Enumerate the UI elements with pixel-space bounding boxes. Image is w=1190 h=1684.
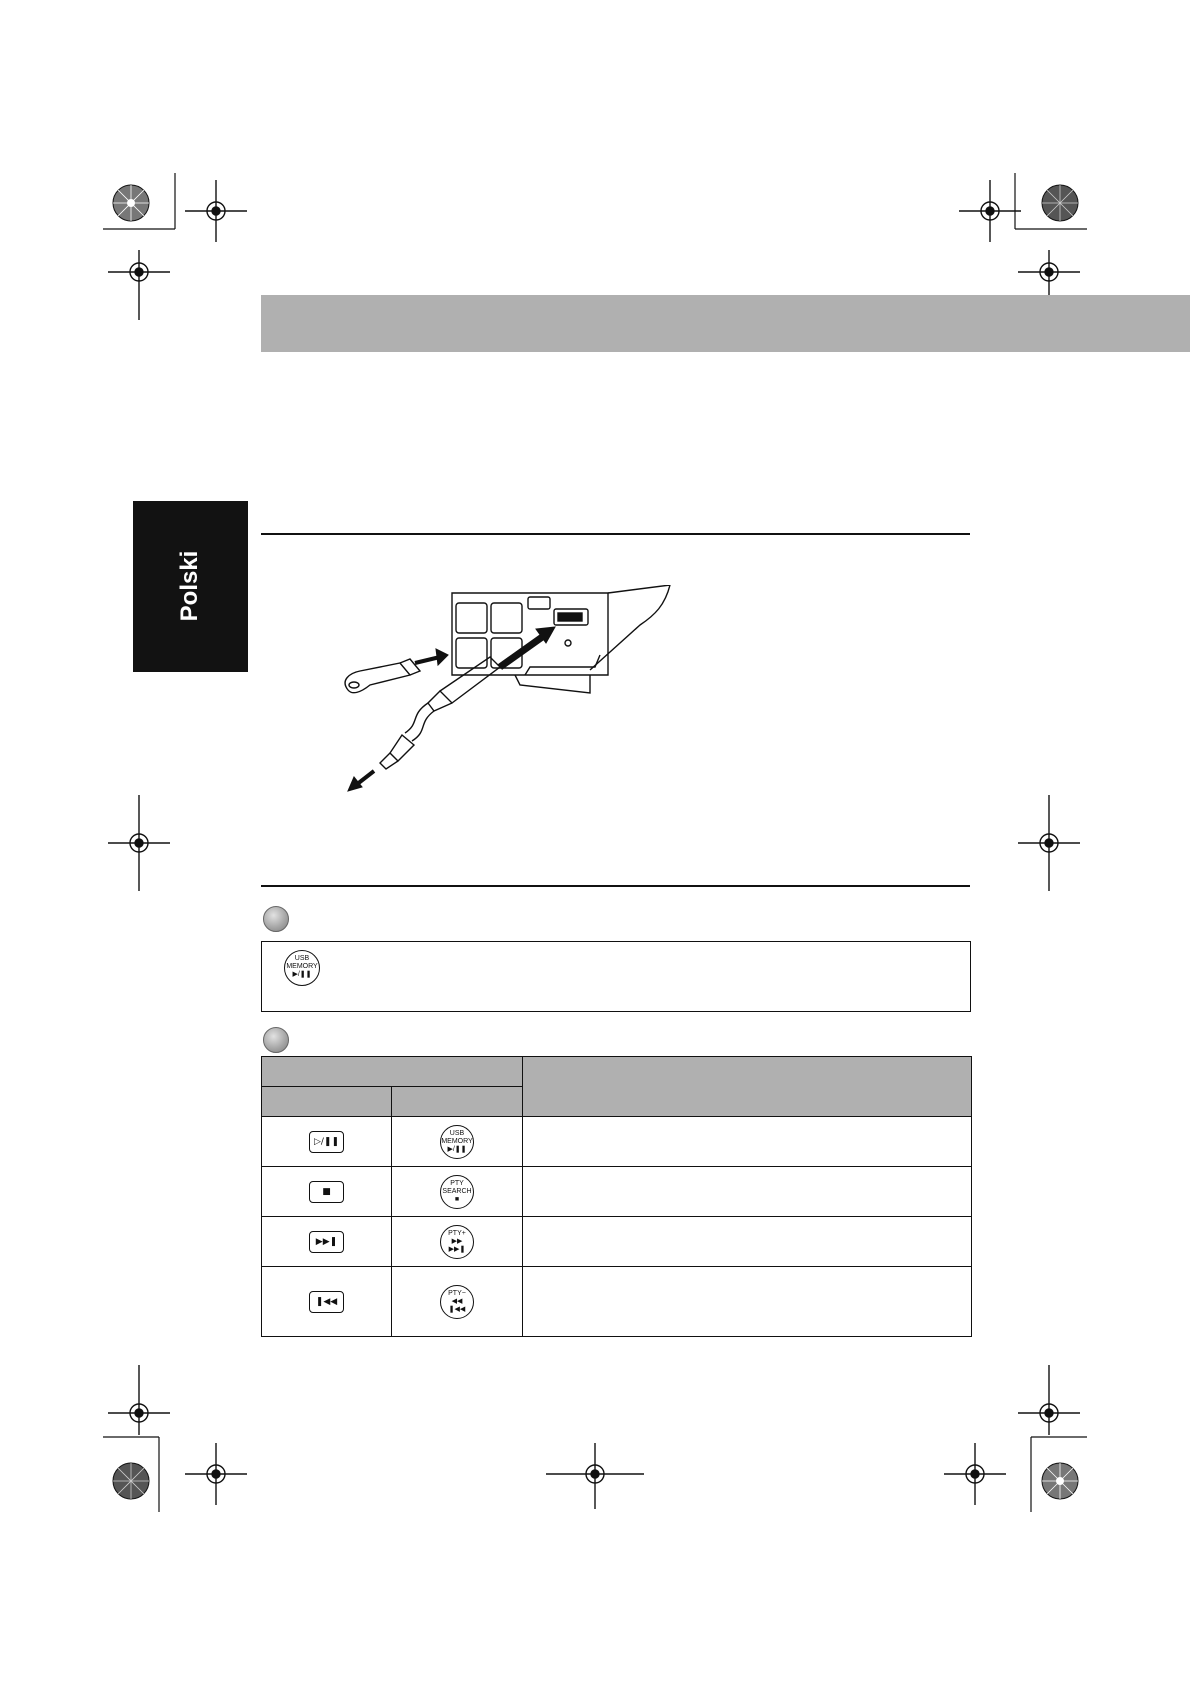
crosshair-mid-left [108, 795, 170, 891]
section-marker-1 [263, 906, 289, 932]
remote-label-line3: ▶/❚❚ [447, 1145, 467, 1153]
next-unit-button-icon: ▶▶❚ [309, 1231, 344, 1253]
remote-button-label-line2: MEMORY [286, 963, 318, 970]
section-header-band [261, 295, 1190, 352]
previous-unit-button-icon: ❚◀◀ [309, 1291, 344, 1313]
usb-memory-play-pause-remote-icon [440, 1125, 474, 1159]
starburst-target-bottom-right [1040, 1461, 1080, 1501]
starburst-target-bottom-left [111, 1461, 151, 1501]
table-subheader-remote [392, 1087, 523, 1117]
remote-label-line1: PTY [450, 1179, 464, 1187]
starburst-target-top-right [1040, 183, 1080, 223]
remote-label-line1: USB [449, 1129, 465, 1137]
table-row-description [523, 1117, 972, 1167]
playback-controls-table [261, 1056, 972, 1337]
remote-button-label-line1: USB [294, 955, 310, 962]
table-row [262, 1117, 972, 1167]
crosshair-bottom-center [546, 1443, 644, 1509]
table-row-description [523, 1217, 972, 1267]
crosshair-bottom-left-1 [108, 1365, 170, 1435]
pty-search-stop-remote-icon [440, 1175, 474, 1209]
crosshair-top-right-1 [959, 180, 1021, 242]
language-tab [133, 501, 248, 672]
remote-label-line2: ▶▶ [451, 1237, 463, 1245]
pty-minus-previous-remote-icon [440, 1285, 474, 1319]
pty-plus-next-remote-icon [440, 1225, 474, 1259]
remote-label-line2: SEARCH [442, 1187, 472, 1195]
table-subheader-unit [262, 1087, 392, 1117]
table-row [262, 1167, 972, 1217]
section-rule-bottom [261, 885, 970, 887]
remote-button-label-line3: ▶/❚❚ [292, 971, 312, 978]
table-row [262, 1217, 972, 1267]
table-row-description [523, 1267, 972, 1337]
remote-label-line1: PTY+ [448, 1229, 466, 1237]
remote-label-line3: ❚◀◀ [448, 1305, 466, 1313]
crosshair-top-left-2 [108, 250, 170, 320]
crosshair-bottom-left-2 [185, 1443, 247, 1505]
crosshair-bottom-right-2 [944, 1443, 1006, 1505]
starburst-target-top-left [111, 183, 151, 223]
remote-label-line2: MEMORY [441, 1137, 473, 1145]
crosshair-bottom-right-1 [1018, 1365, 1080, 1435]
play-pause-unit-button-icon: ▷/❚❚ [309, 1131, 344, 1153]
table-header-buttons [262, 1057, 523, 1087]
usb-connection-illustration [340, 585, 680, 795]
section-marker-2 [263, 1027, 289, 1053]
table-header-description [523, 1057, 972, 1117]
crosshair-top-left-1 [185, 180, 247, 242]
stop-unit-button-icon: ■ [309, 1181, 344, 1203]
table-row [262, 1267, 972, 1337]
remote-label-line3: ■ [454, 1195, 460, 1203]
remote-label-line1: PTY− [448, 1289, 466, 1297]
crosshair-mid-right [1018, 795, 1080, 891]
usb-memory-play-pause-remote-button [284, 950, 320, 986]
remote-label-line2: ◀◀ [451, 1297, 463, 1305]
remote-instruction-box [261, 941, 971, 1012]
table-row-description [523, 1167, 972, 1217]
remote-label-line3: ▶▶❚ [448, 1245, 466, 1253]
language-tab-label: Polski [176, 550, 203, 622]
section-rule-top [261, 533, 970, 535]
